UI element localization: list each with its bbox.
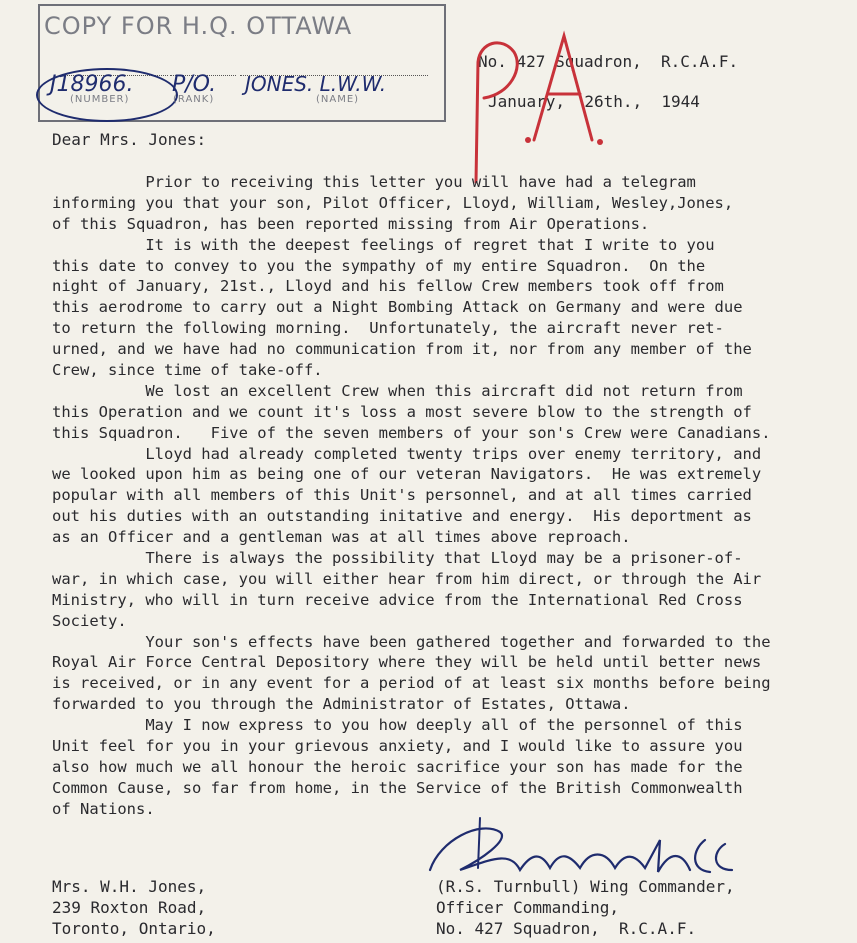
body-line: this Squadron. Five of the seven members of your son's Crew were Canadians. bbox=[52, 423, 771, 442]
body-line: this Operation and we count it's loss a most severe blow to the strength of bbox=[52, 402, 752, 421]
salutation: Dear Mrs. Jones: bbox=[52, 130, 207, 149]
body-line: May I now express to you how deeply all of the personnel of this bbox=[52, 716, 743, 735]
recipient-address bbox=[52, 876, 216, 939]
name-value: JONES. L.W.W. bbox=[245, 72, 387, 96]
body-line: Royal Air Force Central Depository where they will be held until better news bbox=[52, 653, 762, 672]
body-line: we looked upon him as being one of our veteran Navigators. He was extremely bbox=[52, 465, 762, 484]
number-caption: (NUMBER) bbox=[70, 94, 130, 105]
body-line: this aerodrome to carry out a Night Bombing Attack on Germany and were due bbox=[52, 298, 743, 317]
body-line: this date to convey to you the sympathy of my entire Squadron. On the bbox=[52, 256, 706, 275]
body-line: out his duties with an outstanding initative and energy. His deportment as bbox=[52, 507, 752, 526]
service-number: J18966. bbox=[50, 72, 134, 97]
body-line: Prior to receiving this letter you will have had a telegram bbox=[52, 173, 696, 191]
body-line: as an Officer and a gentleman was at all times above reproach. bbox=[52, 528, 631, 547]
rank-value: P/O. bbox=[172, 72, 217, 97]
rank-caption: (RANK) bbox=[173, 94, 215, 105]
body-line: popular with all members of this Unit's personnel, and at all times carried bbox=[52, 486, 752, 505]
pa-handwritten-mark bbox=[462, 22, 612, 192]
letter-body bbox=[52, 172, 852, 820]
body-line: Ministry, who will in turn receive advice from the International Red Cross bbox=[52, 590, 743, 609]
body-line: Society. bbox=[52, 611, 127, 630]
sender-line: (R.S. Turnbull) Wing Commander, bbox=[436, 877, 735, 896]
body-line: Your son's effects have been gathered together and forwarded to the bbox=[52, 632, 771, 651]
name-caption: (NAME) bbox=[316, 94, 360, 105]
body-line: We lost an excellent Crew when this aircraft did not return from bbox=[52, 381, 743, 400]
body-line: war, in which case, you will either hear from him direct, or through the Air bbox=[52, 569, 762, 588]
recipient-line: 239 Roxton Road, bbox=[52, 898, 207, 917]
body-line: It is with the deepest feelings of regret that I write to you bbox=[52, 235, 715, 254]
body-line: Crew, since time of take-off. bbox=[52, 361, 323, 380]
body-line: forwarded to you through the Administrator of Estates, Ottawa. bbox=[52, 695, 631, 714]
letter-date: January, 26th., 1944 bbox=[488, 92, 700, 111]
recipient-line: Mrs. W.H. Jones, bbox=[52, 877, 207, 896]
sender-block bbox=[436, 876, 735, 939]
stamp-title: COPY FOR H.Q. OTTAWA bbox=[44, 12, 353, 40]
sender-line: No. 427 Squadron, R.C.A.F. bbox=[436, 919, 697, 938]
body-line: night of January, 21st., Lloyd and his fellow Crew members took off from bbox=[52, 277, 724, 296]
body-line: Unit feel for you in your grievous anxiety, and I would like to assure you bbox=[52, 737, 743, 756]
body-line: Lloyd had already completed twenty trips over enemy territory, and bbox=[52, 444, 762, 463]
unit-heading: No. 427 Squadron, R.C.A.F. bbox=[478, 52, 739, 71]
body-line: urned, and we have had no communication from it, nor from any member of the bbox=[52, 340, 752, 359]
body-line: to return the following morning. Unfortunately, the aircraft never ret- bbox=[52, 319, 724, 338]
body-line: is received, or in any event for a period of at least six months before being bbox=[52, 674, 771, 693]
body-line: Common Cause, so far from home, in the Service of the British Commonwealth bbox=[52, 778, 743, 797]
body-line: of Nations. bbox=[52, 799, 155, 818]
sender-line: Officer Commanding, bbox=[436, 898, 620, 917]
body-line: There is always the possibility that Lloyd may be a prisoner-of- bbox=[52, 549, 743, 568]
body-line: informing you that your son, Pilot Officer, Lloyd, William, Wesley,Jones, bbox=[52, 193, 734, 212]
recipient-line: Toronto, Ontario, bbox=[52, 919, 216, 938]
body-line: of this Squadron, has been reported missing from Air Operations. bbox=[52, 214, 650, 233]
body-line: also how much we all honour the heroic sacrifice your son has made for the bbox=[52, 757, 743, 776]
